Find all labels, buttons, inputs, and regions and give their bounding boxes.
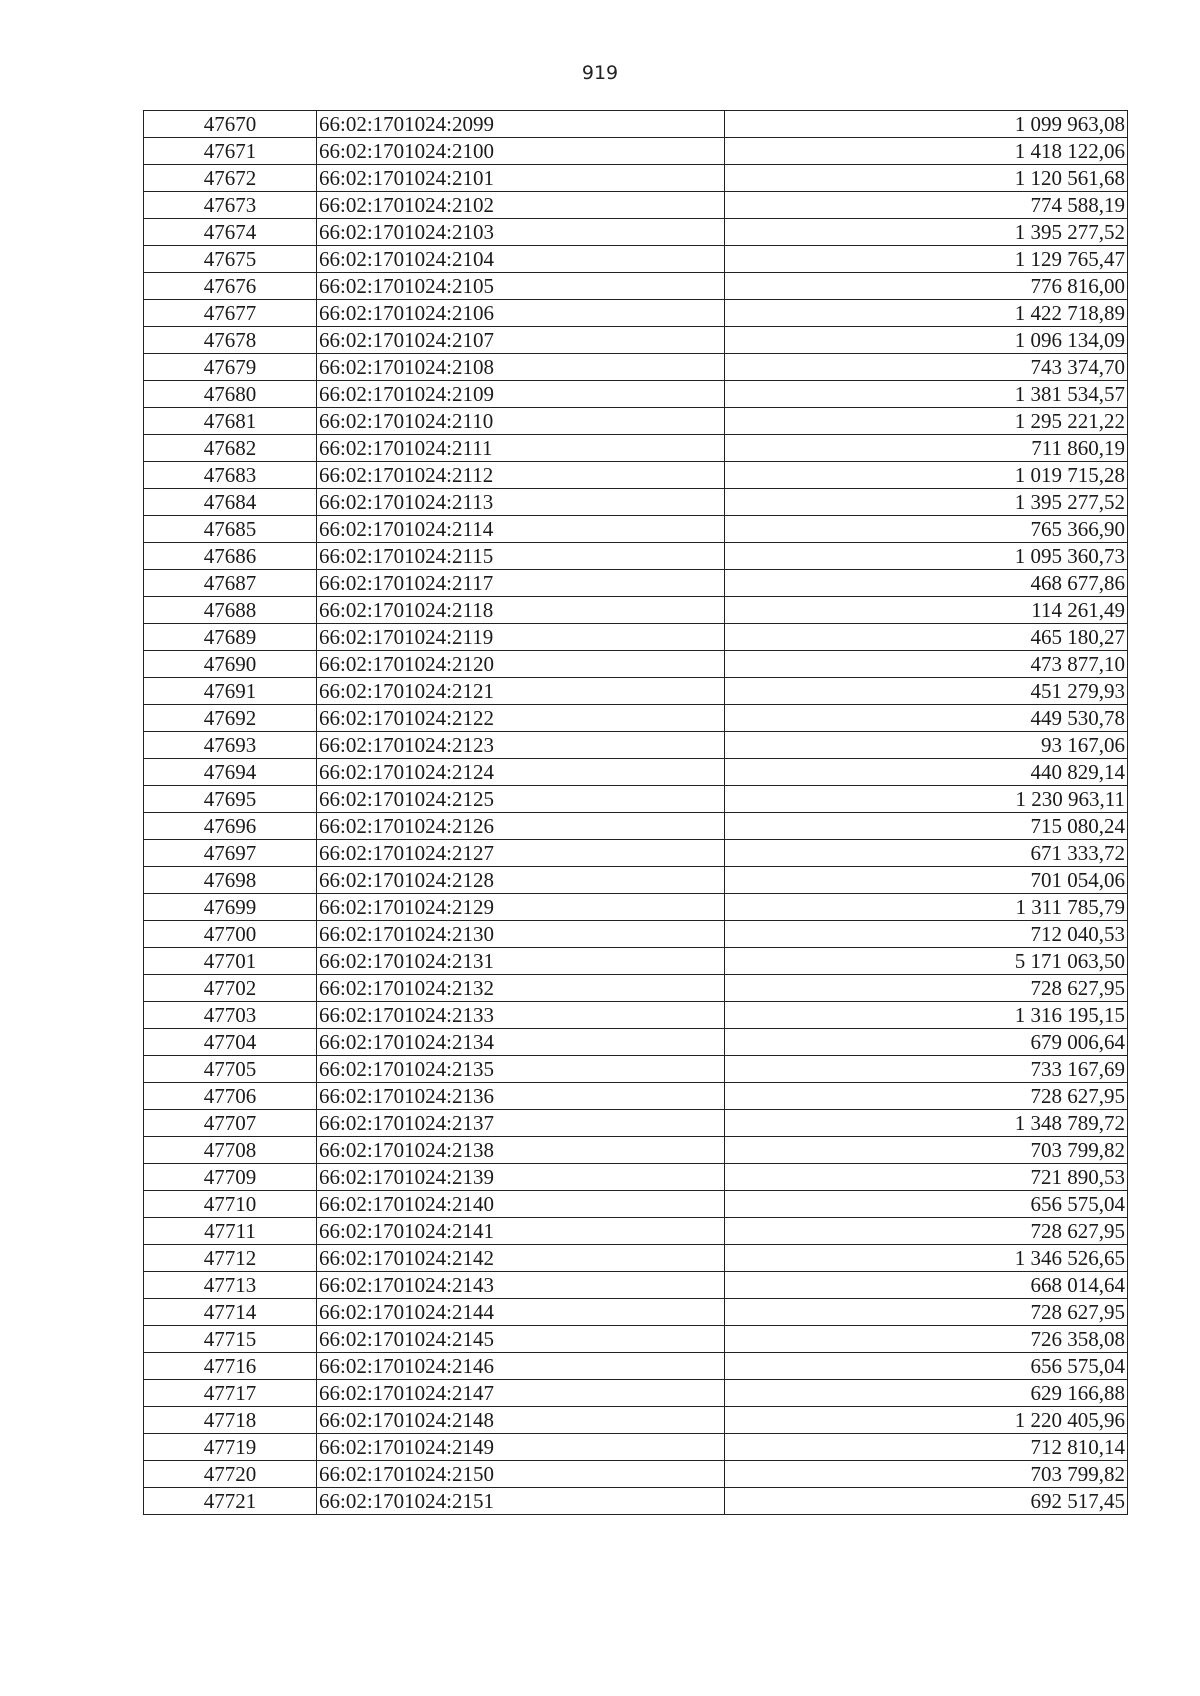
row-number-cell: 47698 [144, 867, 317, 894]
cadastral-value-cell: 703 799,82 [725, 1137, 1128, 1164]
cadastral-value-cell: 1 120 561,68 [725, 165, 1128, 192]
table-row [144, 1002, 1128, 1029]
cadastral-number-cell: 66:02:1701024:2149 [317, 1434, 725, 1461]
table-body [144, 111, 1128, 1515]
table-row [144, 1218, 1128, 1245]
cadastral-value-cell: 765 366,90 [725, 516, 1128, 543]
row-number-cell: 47707 [144, 1110, 317, 1137]
cadastral-value-cell: 1 019 715,28 [725, 462, 1128, 489]
cadastral-value-cell: 473 877,10 [725, 651, 1128, 678]
row-number-cell: 47688 [144, 597, 317, 624]
cadastral-value-cell: 93 167,06 [725, 732, 1128, 759]
table-row [144, 327, 1128, 354]
cadastral-value-cell: 1 095 360,73 [725, 543, 1128, 570]
row-number-cell: 47672 [144, 165, 317, 192]
table-row [144, 1488, 1128, 1515]
table-row [144, 921, 1128, 948]
cadastral-value-cell: 451 279,93 [725, 678, 1128, 705]
cadastral-number-cell: 66:02:1701024:2145 [317, 1326, 725, 1353]
cadastral-value-cell: 711 860,19 [725, 435, 1128, 462]
cadastral-number-cell: 66:02:1701024:2099 [317, 111, 725, 138]
cadastral-value-cell: 712 810,14 [725, 1434, 1128, 1461]
cadastral-number-cell: 66:02:1701024:2121 [317, 678, 725, 705]
cadastral-number-cell: 66:02:1701024:2118 [317, 597, 725, 624]
row-number-cell: 47702 [144, 975, 317, 1002]
cadastral-value-cell: 668 014,64 [725, 1272, 1128, 1299]
page-number: 919 [581, 62, 619, 84]
row-number-cell: 47717 [144, 1380, 317, 1407]
table-row [144, 165, 1128, 192]
cadastral-number-cell: 66:02:1701024:2101 [317, 165, 725, 192]
cadastral-value-cell: 1 316 195,15 [725, 1002, 1128, 1029]
cadastral-value-cell: 776 816,00 [725, 273, 1128, 300]
cadastral-number-cell: 66:02:1701024:2103 [317, 219, 725, 246]
cadastral-number-cell: 66:02:1701024:2148 [317, 1407, 725, 1434]
row-number-cell: 47683 [144, 462, 317, 489]
cadastral-number-cell: 66:02:1701024:2112 [317, 462, 725, 489]
cadastral-value-cell: 1 348 789,72 [725, 1110, 1128, 1137]
cadastral-value-cell: 721 890,53 [725, 1164, 1128, 1191]
row-number-cell: 47691 [144, 678, 317, 705]
cadastral-value-cell: 703 799,82 [725, 1461, 1128, 1488]
table-row [144, 300, 1128, 327]
row-number-cell: 47713 [144, 1272, 317, 1299]
cadastral-number-cell: 66:02:1701024:2129 [317, 894, 725, 921]
row-number-cell: 47703 [144, 1002, 317, 1029]
cadastral-number-cell: 66:02:1701024:2126 [317, 813, 725, 840]
table-row [144, 1407, 1128, 1434]
row-number-cell: 47721 [144, 1488, 317, 1515]
table-row [144, 462, 1128, 489]
table-row [144, 111, 1128, 138]
cadastral-number-cell: 66:02:1701024:2144 [317, 1299, 725, 1326]
cadastral-value-cell: 726 358,08 [725, 1326, 1128, 1353]
row-number-cell: 47699 [144, 894, 317, 921]
row-number-cell: 47705 [144, 1056, 317, 1083]
table-row [144, 786, 1128, 813]
table-row [144, 597, 1128, 624]
cadastral-value-cell: 728 627,95 [725, 1299, 1128, 1326]
cadastral-value-cell: 733 167,69 [725, 1056, 1128, 1083]
cadastral-number-cell: 66:02:1701024:2127 [317, 840, 725, 867]
row-number-cell: 47684 [144, 489, 317, 516]
table-row [144, 1353, 1128, 1380]
table-row [144, 192, 1128, 219]
cadastral-value-cell: 728 627,95 [725, 975, 1128, 1002]
table-row [144, 651, 1128, 678]
cadastral-number-cell: 66:02:1701024:2124 [317, 759, 725, 786]
row-number-cell: 47681 [144, 408, 317, 435]
table-row [144, 1110, 1128, 1137]
cadastral-number-cell: 66:02:1701024:2134 [317, 1029, 725, 1056]
table-row [144, 705, 1128, 732]
cadastral-value-cell: 1 422 718,89 [725, 300, 1128, 327]
cadastral-number-cell: 66:02:1701024:2140 [317, 1191, 725, 1218]
cadastral-number-cell: 66:02:1701024:2102 [317, 192, 725, 219]
cadastral-number-cell: 66:02:1701024:2139 [317, 1164, 725, 1191]
cadastral-value-cell: 701 054,06 [725, 867, 1128, 894]
cadastral-number-cell: 66:02:1701024:2120 [317, 651, 725, 678]
cadastral-number-cell: 66:02:1701024:2132 [317, 975, 725, 1002]
row-number-cell: 47693 [144, 732, 317, 759]
table-row [144, 273, 1128, 300]
row-number-cell: 47671 [144, 138, 317, 165]
cadastral-number-cell: 66:02:1701024:2123 [317, 732, 725, 759]
cadastral-number-cell: 66:02:1701024:2106 [317, 300, 725, 327]
cadastral-value-cell: 1 395 277,52 [725, 489, 1128, 516]
cadastral-number-cell: 66:02:1701024:2107 [317, 327, 725, 354]
cadastral-number-cell: 66:02:1701024:2151 [317, 1488, 725, 1515]
row-number-cell: 47678 [144, 327, 317, 354]
cadastral-number-cell: 66:02:1701024:2135 [317, 1056, 725, 1083]
cadastral-value-cell: 1 381 534,57 [725, 381, 1128, 408]
cadastral-number-cell: 66:02:1701024:2100 [317, 138, 725, 165]
table-row [144, 894, 1128, 921]
cadastral-value-cell: 774 588,19 [725, 192, 1128, 219]
cadastral-number-cell: 66:02:1701024:2141 [317, 1218, 725, 1245]
cadastral-number-cell: 66:02:1701024:2143 [317, 1272, 725, 1299]
row-number-cell: 47720 [144, 1461, 317, 1488]
table-row [144, 1164, 1128, 1191]
cadastral-value-cell: 743 374,70 [725, 354, 1128, 381]
row-number-cell: 47701 [144, 948, 317, 975]
cadastral-number-cell: 66:02:1701024:2114 [317, 516, 725, 543]
row-number-cell: 47719 [144, 1434, 317, 1461]
row-number-cell: 47675 [144, 246, 317, 273]
row-number-cell: 47689 [144, 624, 317, 651]
table-row [144, 759, 1128, 786]
cadastral-value-cell: 114 261,49 [725, 597, 1128, 624]
cadastral-number-cell: 66:02:1701024:2147 [317, 1380, 725, 1407]
cadastral-value-cell: 1 220 405,96 [725, 1407, 1128, 1434]
cadastral-value-cell: 1 230 963,11 [725, 786, 1128, 813]
row-number-cell: 47712 [144, 1245, 317, 1272]
table-row [144, 1434, 1128, 1461]
row-number-cell: 47718 [144, 1407, 317, 1434]
table-row [144, 246, 1128, 273]
row-number-cell: 47709 [144, 1164, 317, 1191]
cadastral-number-cell: 66:02:1701024:2125 [317, 786, 725, 813]
cadastral-number-cell: 66:02:1701024:2146 [317, 1353, 725, 1380]
row-number-cell: 47692 [144, 705, 317, 732]
cadastral-number-cell: 66:02:1701024:2119 [317, 624, 725, 651]
row-number-cell: 47714 [144, 1299, 317, 1326]
cadastral-number-cell: 66:02:1701024:2133 [317, 1002, 725, 1029]
table-row [144, 489, 1128, 516]
cadastral-value-cell: 1 099 963,08 [725, 111, 1128, 138]
cadastral-value-cell: 1 311 785,79 [725, 894, 1128, 921]
cadastral-number-cell: 66:02:1701024:2117 [317, 570, 725, 597]
cadastral-value-cell: 679 006,64 [725, 1029, 1128, 1056]
row-number-cell: 47710 [144, 1191, 317, 1218]
cadastral-value-cell: 712 040,53 [725, 921, 1128, 948]
table-row [144, 1137, 1128, 1164]
cadastral-number-cell: 66:02:1701024:2105 [317, 273, 725, 300]
row-number-cell: 47704 [144, 1029, 317, 1056]
table-row [144, 732, 1128, 759]
cadastral-number-cell: 66:02:1701024:2104 [317, 246, 725, 273]
cadastral-number-cell: 66:02:1701024:2137 [317, 1110, 725, 1137]
table-row [144, 1083, 1128, 1110]
table-row [144, 813, 1128, 840]
table-row [144, 1326, 1128, 1353]
cadastral-value-cell: 1 346 526,65 [725, 1245, 1128, 1272]
row-number-cell: 47686 [144, 543, 317, 570]
row-number-cell: 47673 [144, 192, 317, 219]
row-number-cell: 47716 [144, 1353, 317, 1380]
cadastral-value-cell: 715 080,24 [725, 813, 1128, 840]
table-row [144, 867, 1128, 894]
row-number-cell: 47697 [144, 840, 317, 867]
table-row [144, 1272, 1128, 1299]
table-row [144, 543, 1128, 570]
table-row [144, 948, 1128, 975]
cadastral-value-cell: 656 575,04 [725, 1353, 1128, 1380]
cadastral-value-cell: 440 829,14 [725, 759, 1128, 786]
row-number-cell: 47706 [144, 1083, 317, 1110]
table-row [144, 1299, 1128, 1326]
table-row [144, 408, 1128, 435]
row-number-cell: 47680 [144, 381, 317, 408]
row-number-cell: 47670 [144, 111, 317, 138]
cadastral-value-cell: 1 129 765,47 [725, 246, 1128, 273]
row-number-cell: 47685 [144, 516, 317, 543]
table-row [144, 435, 1128, 462]
row-number-cell: 47696 [144, 813, 317, 840]
cadastral-value-cell: 629 166,88 [725, 1380, 1128, 1407]
row-number-cell: 47687 [144, 570, 317, 597]
row-number-cell: 47695 [144, 786, 317, 813]
row-number-cell: 47682 [144, 435, 317, 462]
row-number-cell: 47708 [144, 1137, 317, 1164]
table-row [144, 138, 1128, 165]
cadastral-number-cell: 66:02:1701024:2110 [317, 408, 725, 435]
cadastral-value-cell: 728 627,95 [725, 1083, 1128, 1110]
cadastral-number-cell: 66:02:1701024:2138 [317, 1137, 725, 1164]
cadastral-number-cell: 66:02:1701024:2111 [317, 435, 725, 462]
cadastral-value-table [143, 110, 1128, 1515]
table-row [144, 678, 1128, 705]
cadastral-value-cell: 692 517,45 [725, 1488, 1128, 1515]
table-row [144, 354, 1128, 381]
cadastral-number-cell: 66:02:1701024:2130 [317, 921, 725, 948]
row-number-cell: 47677 [144, 300, 317, 327]
table-row [144, 1245, 1128, 1272]
table-row [144, 975, 1128, 1002]
cadastral-value-cell: 656 575,04 [725, 1191, 1128, 1218]
cadastral-value-cell: 1 395 277,52 [725, 219, 1128, 246]
cadastral-value-cell: 468 677,86 [725, 570, 1128, 597]
cadastral-number-cell: 66:02:1701024:2109 [317, 381, 725, 408]
cadastral-value-cell: 449 530,78 [725, 705, 1128, 732]
row-number-cell: 47676 [144, 273, 317, 300]
table-row [144, 219, 1128, 246]
cadastral-number-cell: 66:02:1701024:2122 [317, 705, 725, 732]
table-row [144, 1029, 1128, 1056]
row-number-cell: 47711 [144, 1218, 317, 1245]
table-row [144, 1191, 1128, 1218]
row-number-cell: 47674 [144, 219, 317, 246]
cadastral-number-cell: 66:02:1701024:2108 [317, 354, 725, 381]
row-number-cell: 47715 [144, 1326, 317, 1353]
cadastral-value-cell: 1 295 221,22 [725, 408, 1128, 435]
cadastral-number-cell: 66:02:1701024:2115 [317, 543, 725, 570]
cadastral-value-cell: 1 418 122,06 [725, 138, 1128, 165]
row-number-cell: 47679 [144, 354, 317, 381]
cadastral-number-cell: 66:02:1701024:2142 [317, 1245, 725, 1272]
cadastral-number-cell: 66:02:1701024:2128 [317, 867, 725, 894]
table-row [144, 1461, 1128, 1488]
cadastral-number-cell: 66:02:1701024:2131 [317, 948, 725, 975]
table-row [144, 516, 1128, 543]
row-number-cell: 47700 [144, 921, 317, 948]
table-row [144, 381, 1128, 408]
cadastral-value-cell: 1 096 134,09 [725, 327, 1128, 354]
cadastral-value-cell: 728 627,95 [725, 1218, 1128, 1245]
row-number-cell: 47690 [144, 651, 317, 678]
table-row [144, 1056, 1128, 1083]
row-number-cell: 47694 [144, 759, 317, 786]
cadastral-number-cell: 66:02:1701024:2113 [317, 489, 725, 516]
table-row [144, 1380, 1128, 1407]
table-row [144, 624, 1128, 651]
cadastral-number-cell: 66:02:1701024:2150 [317, 1461, 725, 1488]
cadastral-number-cell: 66:02:1701024:2136 [317, 1083, 725, 1110]
cadastral-value-cell: 671 333,72 [725, 840, 1128, 867]
table-row [144, 840, 1128, 867]
cadastral-value-cell: 465 180,27 [725, 624, 1128, 651]
cadastral-value-cell: 5 171 063,50 [725, 948, 1128, 975]
table-row [144, 570, 1128, 597]
